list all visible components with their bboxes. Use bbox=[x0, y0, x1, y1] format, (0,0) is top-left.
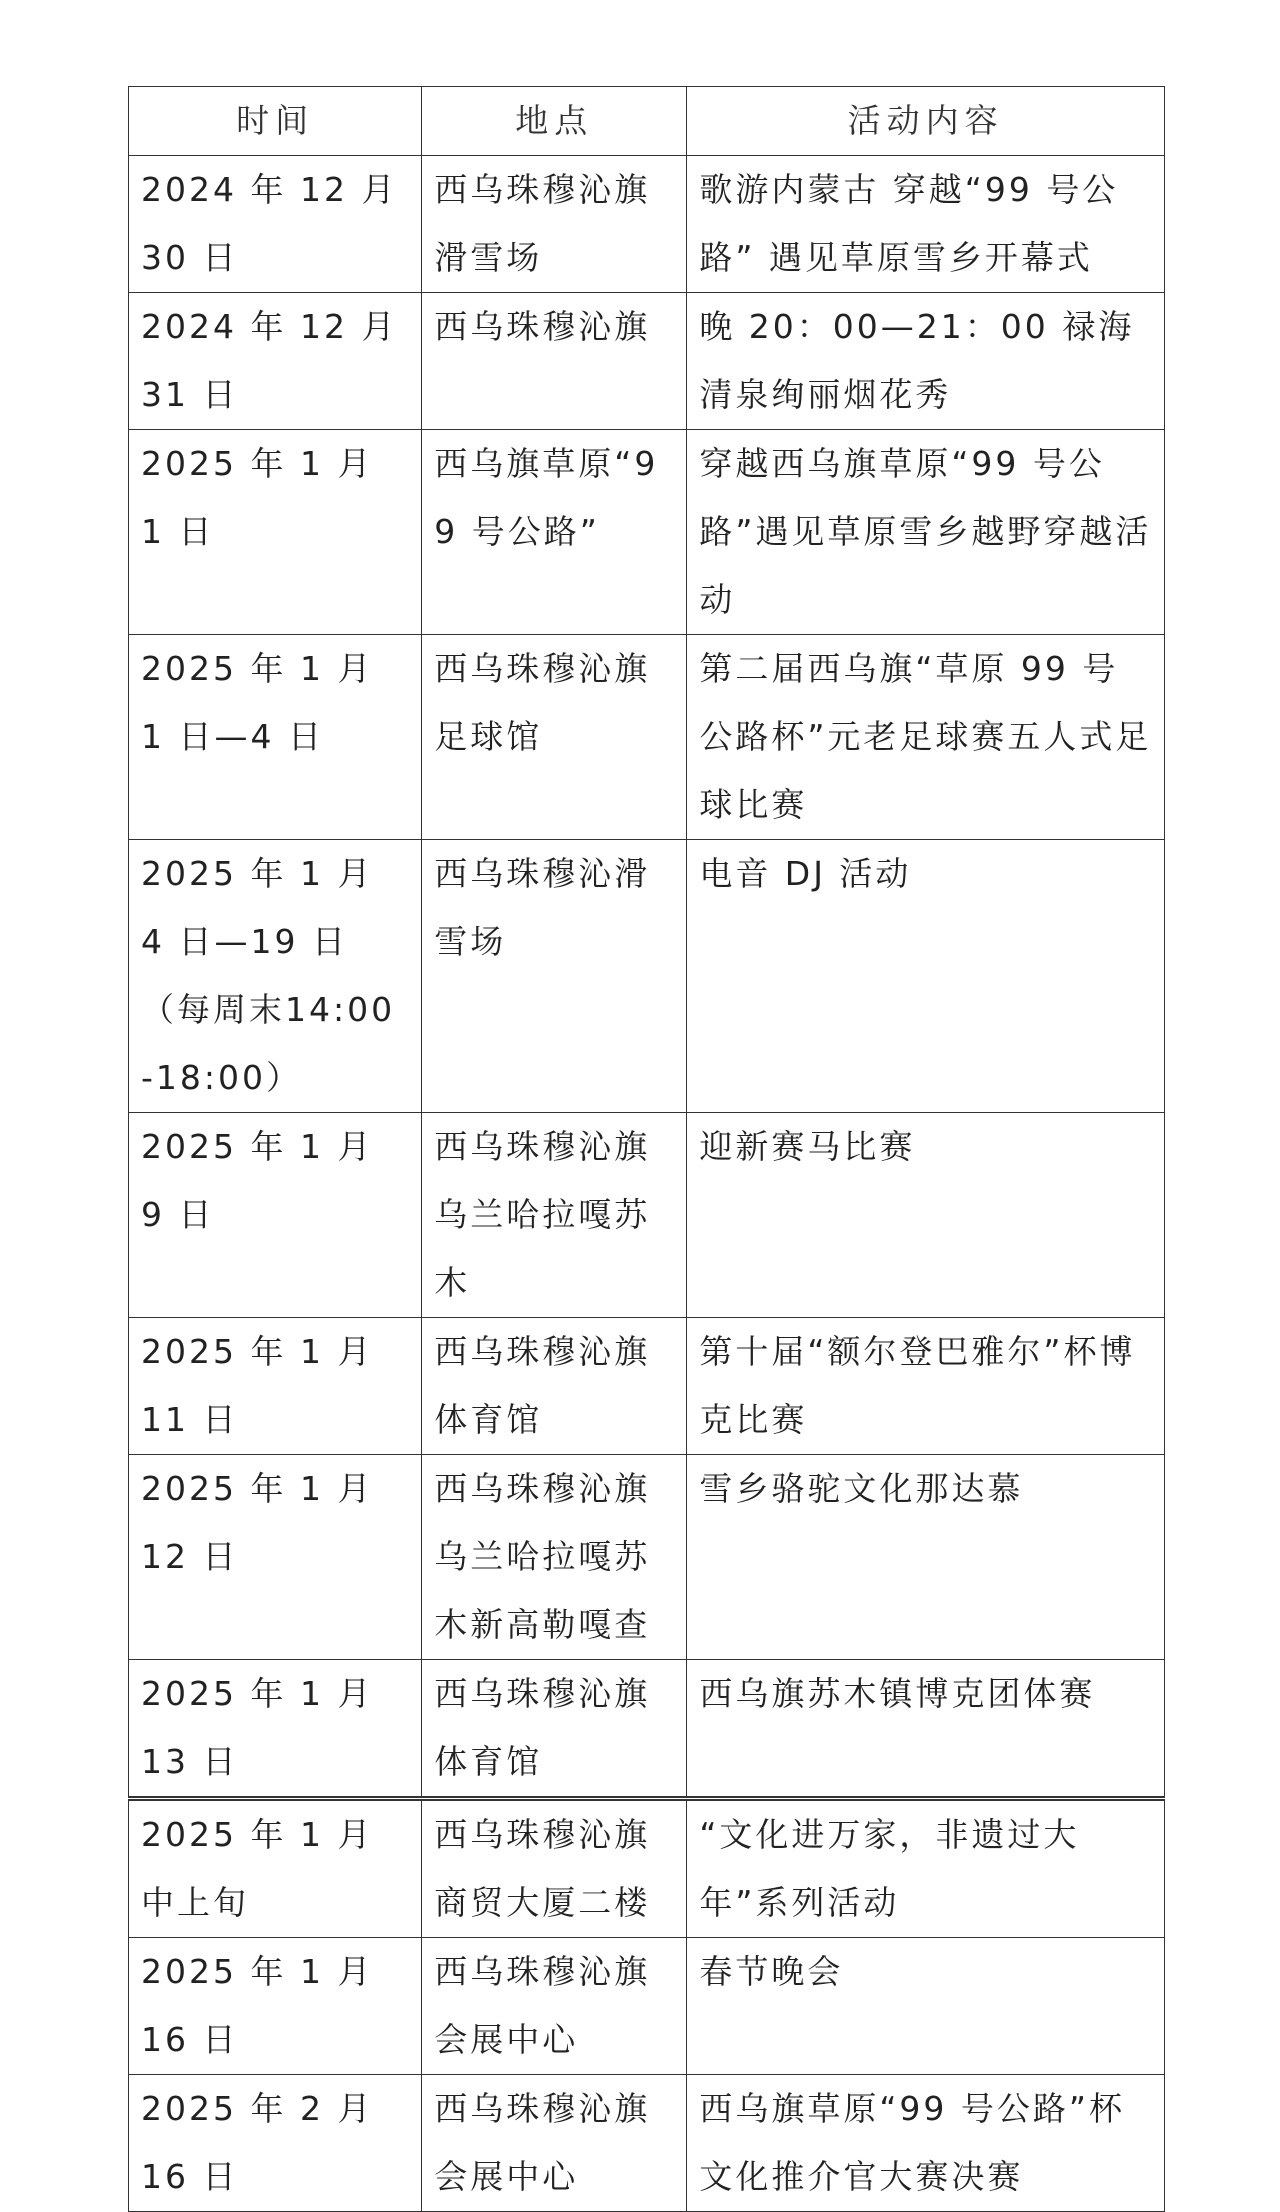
cell-content: “文化进万家，非遗过大年”系列活动 bbox=[687, 1799, 1165, 1938]
event-schedule-table bbox=[128, 86, 1165, 2212]
cell-content: 电音 DJ 活动 bbox=[687, 840, 1165, 1113]
cell-place: 西乌珠穆沁旗体育馆 bbox=[422, 1660, 687, 1799]
table-row bbox=[129, 1455, 1165, 1660]
cell-content: 第十届“额尔登巴雅尔”杯博克比赛 bbox=[687, 1318, 1165, 1455]
header-time: 时间 bbox=[129, 87, 422, 156]
table-row bbox=[129, 635, 1165, 840]
cell-place: 西乌珠穆沁旗商贸大厦二楼 bbox=[422, 1799, 687, 1938]
cell-time: 2025 年 1 月 12 日 bbox=[129, 1455, 422, 1660]
cell-time: 2025 年 2 月 16 日 bbox=[129, 2075, 422, 2212]
cell-time: 2024 年 12 月 30 日 bbox=[129, 156, 422, 293]
cell-time: 2025 年 1 月 11 日 bbox=[129, 1318, 422, 1455]
table-row bbox=[129, 840, 1165, 1113]
cell-place: 西乌珠穆沁旗乌兰哈拉嘎苏木新高勒嘎查 bbox=[422, 1455, 687, 1660]
cell-time: 2025 年 1 月 1 日—4 日 bbox=[129, 635, 422, 840]
cell-content: 春节晚会 bbox=[687, 1938, 1165, 2075]
cell-content: 西乌旗草原“99 号公路”杯文化推介官大赛决赛 bbox=[687, 2075, 1165, 2212]
cell-time: 2025 年 1 月 1 日 bbox=[129, 430, 422, 635]
table-row bbox=[129, 1318, 1165, 1455]
cell-time: 2025 年 1 月 9 日 bbox=[129, 1113, 422, 1318]
table-row bbox=[129, 2075, 1165, 2212]
cell-place: 西乌珠穆沁旗会展中心 bbox=[422, 2075, 687, 2212]
cell-place: 西乌珠穆沁滑雪场 bbox=[422, 840, 687, 1113]
cell-place: 西乌珠穆沁旗足球馆 bbox=[422, 635, 687, 840]
table-row bbox=[129, 1799, 1165, 1938]
cell-content: 第二届西乌旗“草原 99 号公路杯”元老足球赛五人式足球比赛 bbox=[687, 635, 1165, 840]
cell-content: 晚 20：00—21：00 禄海清泉绚丽烟花秀 bbox=[687, 293, 1165, 430]
cell-content: 迎新赛马比赛 bbox=[687, 1113, 1165, 1318]
cell-place: 西乌珠穆沁旗体育馆 bbox=[422, 1318, 687, 1455]
table-row bbox=[129, 156, 1165, 293]
cell-place: 西乌珠穆沁旗滑雪场 bbox=[422, 156, 687, 293]
cell-content: 歌游内蒙古 穿越“99 号公路” 遇见草原雪乡开幕式 bbox=[687, 156, 1165, 293]
table-row bbox=[129, 1660, 1165, 1799]
table-row bbox=[129, 293, 1165, 430]
cell-time: 2025 年 1 月 16 日 bbox=[129, 1938, 422, 2075]
cell-time: 2025 年 1 月 4 日—19 日（每周末14:00-18:00） bbox=[129, 840, 422, 1113]
cell-content: 雪乡骆驼文化那达慕 bbox=[687, 1455, 1165, 1660]
cell-content: 西乌旗苏木镇博克团体赛 bbox=[687, 1660, 1165, 1799]
header-place: 地点 bbox=[422, 87, 687, 156]
cell-place: 西乌珠穆沁旗会展中心 bbox=[422, 1938, 687, 2075]
cell-content: 穿越西乌旗草原“99 号公路”遇见草原雪乡越野穿越活动 bbox=[687, 430, 1165, 635]
header-content: 活动内容 bbox=[687, 87, 1165, 156]
cell-place: 西乌珠穆沁旗 bbox=[422, 293, 687, 430]
table-row bbox=[129, 430, 1165, 635]
cell-time: 2025 年 1 月 13 日 bbox=[129, 1660, 422, 1799]
cell-place: 西乌旗草原“99 号公路” bbox=[422, 430, 687, 635]
table-row bbox=[129, 1113, 1165, 1318]
cell-time: 2024 年 12 月 31 日 bbox=[129, 293, 422, 430]
header-row bbox=[129, 87, 1165, 156]
cell-place: 西乌珠穆沁旗乌兰哈拉嘎苏木 bbox=[422, 1113, 687, 1318]
cell-time: 2025 年 1 月中上旬 bbox=[129, 1799, 422, 1938]
table-row bbox=[129, 1938, 1165, 2075]
